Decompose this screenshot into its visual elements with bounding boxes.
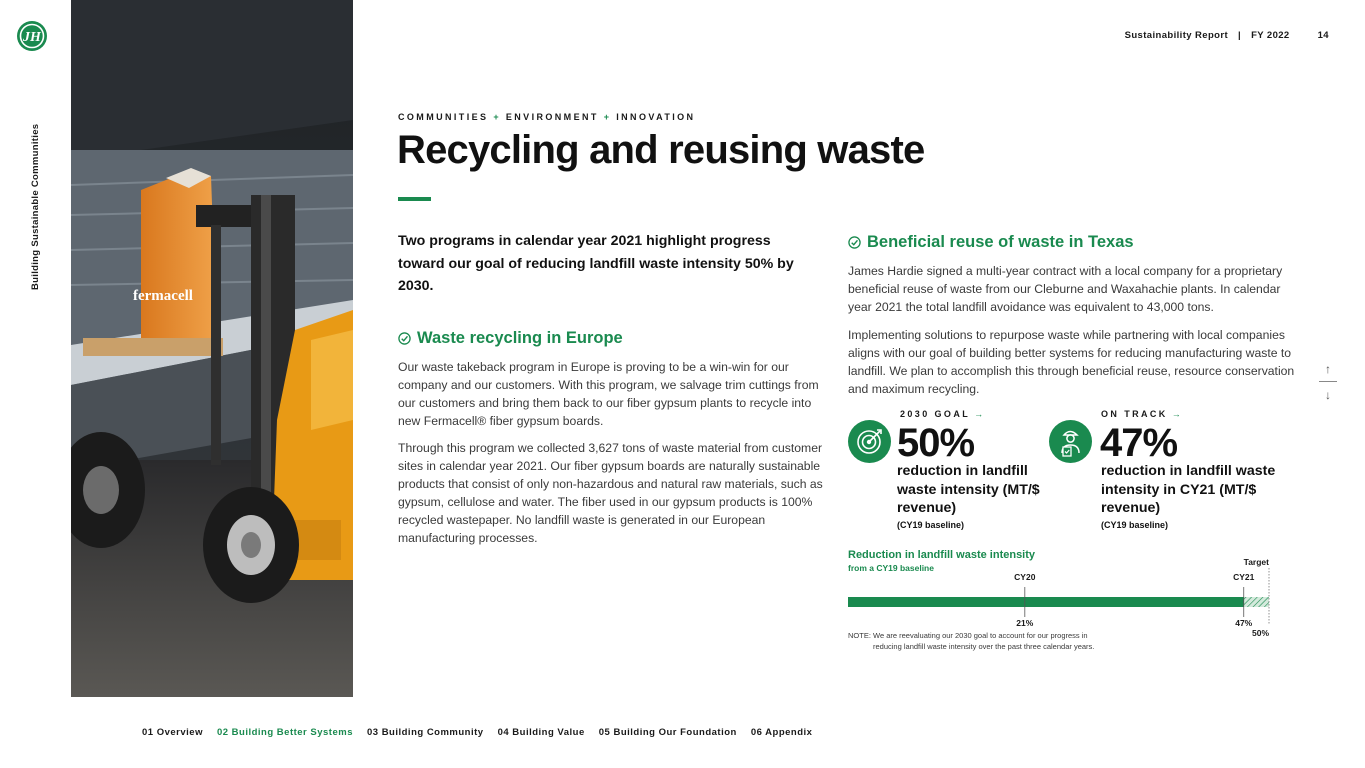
svg-text:JH: JH bbox=[23, 30, 41, 45]
page-number: 14 bbox=[1317, 30, 1329, 41]
goal-description: reduction in landfill waste intensity (MT/$ revenue) bbox=[897, 463, 1040, 516]
target-value: 50% bbox=[1251, 628, 1269, 638]
header-separator: | bbox=[1238, 30, 1242, 41]
progress-bar bbox=[848, 597, 1244, 607]
section-nav bbox=[142, 727, 812, 738]
nav-building-value[interactable]: 04 Building Value bbox=[497, 727, 585, 738]
sidebar-section-title: Building Sustainable Communities bbox=[30, 123, 41, 290]
marker-value-cy20: 21% bbox=[1016, 618, 1034, 628]
chart-title: Reduction in landfill waste intensity bbox=[848, 549, 1036, 561]
arrow-right-icon: → bbox=[974, 409, 984, 419]
europe-paragraph-1: Our waste takeback program in Europe is proving to be a win-win for our company and our customers. With this program, we salvage trim cuttings from our customers and bring them back to our fiber gypsum plants to recycle into new Fermacell® fiber gypsum boards. bbox=[398, 360, 819, 428]
report-year: FY 2022 bbox=[1251, 30, 1290, 41]
on-track-value: 47% bbox=[1100, 421, 1178, 465]
target-label: Target bbox=[1243, 557, 1269, 567]
nav-overview[interactable]: 01 Overview bbox=[142, 727, 203, 738]
report-header bbox=[1125, 30, 1329, 41]
report-name: Sustainability Report bbox=[1124, 30, 1229, 41]
target-icon bbox=[848, 420, 891, 463]
goal-value: 50% bbox=[897, 421, 975, 465]
marker-value-cy21: 47% bbox=[1235, 618, 1253, 628]
nav-building-our-foundation[interactable]: 05 Building Our Foundation bbox=[598, 727, 737, 738]
chart-subtitle: from a CY19 baseline bbox=[848, 563, 934, 573]
nav-building-better-systems[interactable]: 02 Building Better Systems bbox=[216, 727, 353, 738]
on-track-label: ON TRACK → bbox=[1101, 409, 1181, 419]
arrow-down-icon[interactable]: ↓ bbox=[1325, 388, 1331, 402]
texas-paragraph-1: James Hardie signed a multi-year contract with a local company for a proprietary beneficial reuse of waste from our Cleburne and Waxahachie plants. In calendar year 2021 the total landfill avoidance was equivalent to 43,000 tons. bbox=[848, 264, 1283, 314]
texas-paragraph-2: Implementing solutions to repurpose waste while partnering with local companies aligns with our goal of building better systems for reducing manufacturing waste to landfill. We plan to accomplish this through beneficial reuse, resource conservation and maximum recycling. bbox=[848, 328, 1295, 396]
svg-text:fermacell: fermacell bbox=[133, 288, 193, 304]
texas-heading: Beneficial reuse of waste in Texas bbox=[848, 233, 1134, 252]
goal-baseline: (CY19 baseline) bbox=[897, 520, 965, 530]
check-circle-icon bbox=[848, 236, 861, 249]
europe-paragraph-2: Through this program we collected 3,627 tons of waste material from customer sites in calendar year 2021. Our fiber gypsum boards are naturally sustainable products that consist of only non-hazardous and natural raw materials, such as gypsum, cellulose and water. The fiber used in our gypsum products is 100% recycled wastepaper. No landfill waste is generated in our European manufacturing processes. bbox=[398, 441, 823, 545]
nav-appendix[interactable]: 06 Appendix bbox=[750, 727, 813, 738]
marker-label-cy21: CY21 bbox=[1233, 572, 1255, 582]
goal-label: 2030 GOAL → bbox=[900, 409, 984, 419]
europe-heading: Waste recycling in Europe bbox=[398, 329, 623, 348]
page-navigation bbox=[1319, 362, 1337, 402]
title-divider bbox=[398, 197, 431, 201]
forklift-photo bbox=[71, 0, 353, 697]
nav-divider bbox=[1319, 381, 1337, 382]
intro-text: Two programs in calendar year 2021 highlight progress toward our goal of reducing landfill waste intensity 50% by 2030. bbox=[398, 233, 794, 294]
james-hardie-logo[interactable] bbox=[16, 20, 48, 52]
arrow-up-icon[interactable]: ↑ bbox=[1325, 362, 1331, 376]
worker-clipboard-icon bbox=[1049, 420, 1092, 463]
on-track-baseline: (CY19 baseline) bbox=[1101, 520, 1169, 530]
chart-note: NOTE: We are reevaluating our 2030 goal to account for our progress in reducing landfill waste intensity over the past three calendar years. bbox=[848, 631, 1095, 651]
on-track-description: reduction in landfill waste intensity in CY21 (MT/$ revenue) bbox=[1101, 463, 1276, 516]
remaining-bar bbox=[1244, 597, 1269, 607]
marker-label-cy20: CY20 bbox=[1014, 572, 1036, 582]
page-title: Recycling and reusing waste bbox=[397, 128, 925, 172]
eyebrow: COMMUNITIES + ENVIRONMENT + INNOVATION bbox=[398, 112, 696, 122]
arrow-right-icon: → bbox=[1171, 409, 1181, 419]
nav-building-community[interactable]: 03 Building Community bbox=[366, 727, 484, 738]
check-circle-icon bbox=[398, 332, 411, 345]
